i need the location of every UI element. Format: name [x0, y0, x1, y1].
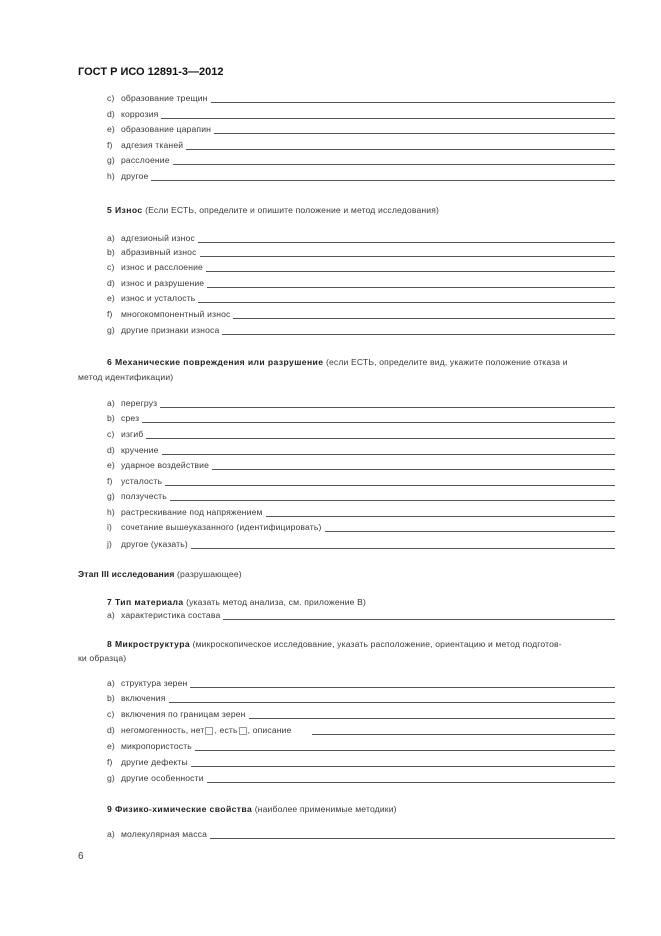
answer-line-input[interactable] [207, 279, 615, 288]
item-letter: f) [107, 140, 113, 150]
item-label: молекулярная масса [121, 829, 208, 839]
answer-line-input[interactable] [214, 125, 615, 134]
item-letter: e) [107, 124, 115, 134]
answer-line-input[interactable] [146, 430, 615, 439]
item-label: изгиб [121, 429, 144, 439]
form-field-row [107, 261, 615, 272]
item-letter: g) [107, 325, 115, 335]
form-field-row [107, 609, 615, 620]
form-field-row [107, 475, 615, 486]
form-field-row [107, 139, 615, 150]
section-note: (если ЕСТЬ, определите вид, укажите положение отказа и [325, 357, 568, 367]
section-note: (наиболее применимые методики) [254, 804, 397, 814]
stage-heading [78, 569, 242, 579]
item-label: расслоение [121, 155, 170, 165]
answer-line-input[interactable] [173, 156, 615, 165]
section-title [107, 597, 184, 607]
checkbox-no[interactable] [205, 727, 213, 735]
form-field-row [107, 444, 615, 455]
section-heading [107, 205, 617, 215]
form-field-row [107, 692, 615, 703]
item-label: включения [121, 693, 166, 703]
section-number: 7 [107, 597, 113, 607]
item-label: растрескивание под напряжением [121, 507, 263, 517]
form-field-row [107, 756, 615, 767]
answer-line-input[interactable] [211, 94, 615, 103]
item-label: адгезия тканей [121, 140, 184, 150]
item-label: образование царапин [121, 124, 212, 134]
form-field-row [107, 708, 615, 719]
form-field-row [107, 308, 615, 319]
item-label: другое (указать) [121, 539, 188, 549]
section-number: 6 [107, 357, 113, 367]
form-field-row [107, 246, 615, 257]
section-note: (указать метод анализа, см. приложение В) [186, 597, 367, 607]
answer-line-input[interactable] [165, 477, 615, 486]
item-letter: g) [107, 491, 115, 501]
item-label: кручение [121, 445, 159, 455]
item-letter: a) [107, 610, 115, 620]
item-letter: c) [107, 262, 115, 272]
item-letter: b) [107, 247, 115, 257]
checkbox-yes[interactable] [239, 727, 247, 735]
section-title-text: Тип материала [114, 597, 184, 607]
form-field-row [107, 232, 615, 243]
item-label: коррозия [121, 109, 159, 119]
answer-line-input[interactable] [190, 679, 615, 688]
section-title [107, 205, 143, 215]
item-label: микропористость [121, 741, 192, 751]
answer-line-input[interactable] [191, 758, 615, 767]
item-label: износ и расслоение [121, 262, 203, 272]
item-letter: g) [107, 155, 115, 165]
answer-line-input[interactable] [223, 611, 615, 620]
answer-line-input[interactable] [142, 414, 615, 423]
section-title [107, 639, 190, 649]
answer-line-input[interactable] [325, 523, 615, 532]
item-label: ползучесть [121, 491, 167, 501]
section-title-text: Износ [114, 205, 143, 215]
form-field-row [107, 538, 615, 549]
item-letter: c) [107, 709, 115, 719]
section-number: 5 [107, 205, 113, 215]
answer-line-input[interactable] [210, 830, 615, 839]
item-label: срез [121, 413, 140, 423]
section-note: (Если ЕСТЬ, определите и опишите положение и метод исследования) [145, 205, 440, 215]
form-field-row [107, 397, 615, 408]
section-title [107, 804, 252, 814]
item-letter: d) [107, 109, 115, 119]
page-number: 6 [78, 851, 84, 862]
form-field-row [107, 412, 615, 423]
item-letter: e) [107, 741, 115, 751]
section-title [107, 357, 323, 367]
answer-line-input[interactable] [170, 492, 615, 501]
answer-line-input[interactable] [312, 726, 615, 735]
item-letter: a) [107, 678, 115, 688]
answer-line-input[interactable] [160, 399, 615, 408]
answer-line-input[interactable] [212, 461, 615, 470]
answer-line-input[interactable] [206, 263, 615, 272]
item-letter: h) [107, 507, 115, 517]
form-field-row [107, 154, 615, 165]
answer-line-input[interactable] [151, 172, 615, 181]
item-label: износ и усталость [121, 293, 196, 303]
item-label: негомогенность, нет [121, 725, 205, 735]
form-field-row [107, 292, 615, 303]
stage-note: (разрушающее) [177, 569, 242, 579]
item-label: структура зерен [121, 678, 188, 688]
section-heading [107, 357, 617, 367]
item-letter: a) [107, 233, 115, 243]
item-letter: e) [107, 293, 115, 303]
form-field-row [107, 828, 615, 839]
form-field-row [107, 521, 615, 532]
item-letter: d) [107, 445, 115, 455]
answer-line-input[interactable] [200, 248, 615, 257]
item-letter: d) [107, 725, 115, 735]
form-field-row [107, 428, 615, 439]
answer-line-input[interactable] [169, 694, 616, 703]
answer-line-input[interactable] [191, 540, 615, 549]
item-letter: j) [107, 539, 113, 549]
answer-line-input[interactable] [195, 742, 615, 751]
item-label: усталость [121, 476, 163, 486]
item-label: абразивный износ [121, 247, 197, 257]
item-letter: c) [107, 429, 115, 439]
item-label: износ и разрушение [121, 278, 205, 288]
item-letter: d) [107, 278, 115, 288]
section-heading [107, 639, 617, 649]
item-letter: h) [107, 171, 115, 181]
form-field-row [107, 459, 615, 470]
section-heading [107, 804, 617, 814]
item-label: другое [121, 171, 149, 181]
section-title-text: Микроструктура [114, 639, 191, 649]
answer-line-input[interactable] [198, 294, 615, 303]
item-option-label: , есть [214, 725, 238, 735]
section-number: 8 [107, 639, 113, 649]
form-field-row [107, 92, 615, 103]
form-field-row [107, 772, 615, 783]
stage-title: Этап III исследования [78, 569, 175, 579]
answer-line-input[interactable] [198, 234, 615, 243]
form-field-row [107, 677, 615, 688]
item-label: адгезионый износ [121, 233, 195, 243]
item-label: ударное воздействие [121, 460, 210, 470]
section-number: 9 [107, 804, 113, 814]
item-letter: a) [107, 829, 115, 839]
item-label: другие особенности [121, 773, 204, 783]
item-letter: c) [107, 93, 115, 103]
form-field-row [107, 724, 615, 735]
answer-line-input[interactable] [162, 446, 615, 455]
answer-line-input[interactable] [249, 710, 615, 719]
item-option-label: , описание [247, 725, 292, 735]
answer-line-input[interactable] [186, 141, 615, 150]
answer-line-input[interactable] [222, 326, 615, 335]
document-title: ГОСТ Р ИСО 12891-3—2012 [78, 66, 224, 78]
section-title-text: Физико-химические свойства [114, 804, 253, 814]
item-letter: b) [107, 413, 115, 423]
item-letter: f) [107, 309, 113, 319]
item-label: другие признаки износа [121, 325, 220, 335]
form-field-row [107, 506, 615, 517]
item-label: многокомпонентный износ [121, 309, 231, 319]
item-letter: g) [107, 773, 115, 783]
section-note: (микроскопическое исследование, указать расположение, ориентацию и метод подготов- [192, 639, 562, 649]
item-label: образование трещин [121, 93, 208, 103]
answer-line-input[interactable] [161, 110, 615, 119]
form-field-row [107, 108, 615, 119]
item-letter: i) [107, 522, 113, 532]
item-letter: b) [107, 693, 115, 703]
section-note-continued: ки образца) [78, 653, 127, 663]
answer-line-input[interactable] [207, 774, 615, 783]
item-letter: f) [107, 476, 113, 486]
section-note-continued: метод идентификации) [78, 372, 174, 382]
form-field-row [107, 277, 615, 288]
form-field-row [107, 170, 615, 181]
item-label: сочетание вышеуказанного (идентифицировать) [121, 522, 322, 532]
item-label: другие дефекты [121, 757, 188, 767]
form-field-row [107, 740, 615, 751]
form-field-row [107, 123, 615, 134]
item-label: перегруз [121, 398, 158, 408]
form-field-row [107, 324, 615, 335]
answer-line-input[interactable] [266, 508, 615, 517]
form-field-row [107, 490, 615, 501]
item-label: характеристика состава [121, 610, 221, 620]
item-letter: f) [107, 757, 113, 767]
answer-line-input[interactable] [233, 310, 615, 319]
section-title-text: Механические повреждения или разрушение [114, 357, 324, 367]
item-label: включения по границам зерен [121, 709, 246, 719]
item-letter: a) [107, 398, 115, 408]
section-heading [107, 597, 617, 607]
item-letter: e) [107, 460, 115, 470]
